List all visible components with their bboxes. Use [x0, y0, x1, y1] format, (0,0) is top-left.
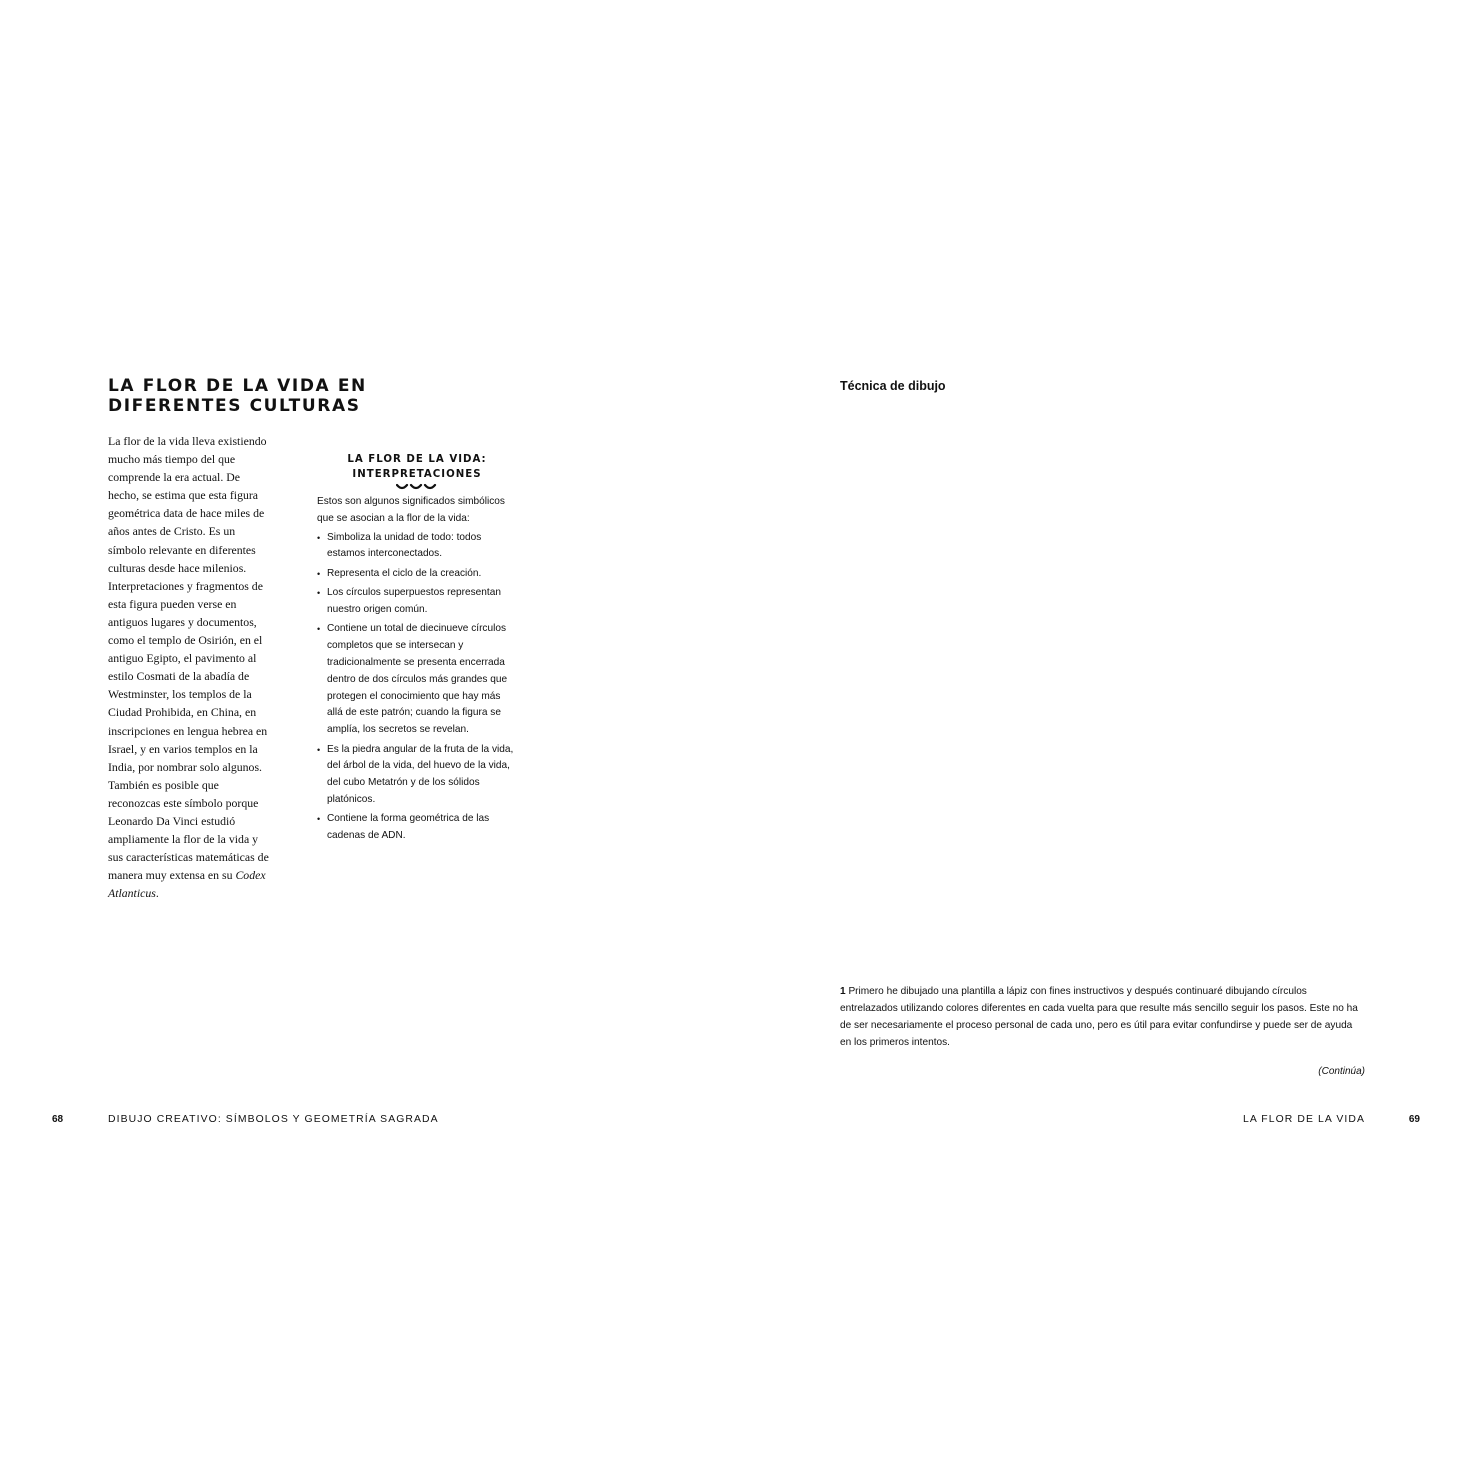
figure-caption [840, 984, 1365, 1052]
running-title-right: LA FLOR DE LA VIDA [1242, 1114, 1365, 1125]
wave-ornament-icon [396, 483, 438, 491]
list-item: • Los círculos superpuestos representan nuestro origen común. [317, 585, 517, 619]
body-paragraph [108, 432, 274, 902]
sidebar-intro: Estos son algunos significados simbólicos que se asocian a la flor de la vida: [317, 496, 505, 524]
body-text-end: . [155, 886, 159, 901]
list-item: • Representa el ciclo de la creación. [317, 566, 517, 583]
list-item: • Contiene un total de diecinueve círculos completos que se intersecan y tradicionalmente se presenta encerrada dentro de dos círculos más grandes que protegen el conocimiento que hay más allá de este patrón; cuando la figura se amplía, los secretos se revelan. [317, 621, 517, 739]
page-title: LA FLOR DE LA VIDA EN DIFERENTES CULTURAS [108, 376, 367, 416]
body-text-main: La flor de la vida lleva existiendo mucho más tiempo del que comprende la era actual. De hecho, se estima que esta figura geométrica data de hace miles de años antes de Cristo. Es un símbolo relevante en diferentes culturas desde hace milenios. Interpretaciones y fragmentos de esta figura pueden verse en antiguos lugares y documentos, como el templo de Osirión, en el antiguo Egipto, el pavimento al estilo Cosmati de la abadía de Westminster, los templos de la Ciudad Prohibida, en China, en inscripciones en lengua hebrea en Israel, y en varios templos en la India, por nombrar solo algunos. También es posible que reconozcas este símbolo porque Leonardo Da Vinci estudió ampliamente la flor de la vida y sus características matemáticas de manera muy extensa en su [108, 434, 269, 883]
list-item: • Contiene la forma geométrica de las cadenas de ADN. [317, 811, 517, 845]
list-item: • Simboliza la unidad de todo: todos estamos interconectados. [317, 530, 517, 564]
page-number-left: 68 [52, 1114, 64, 1125]
sidebar-box [317, 452, 517, 848]
page-number-right: 69 [1408, 1114, 1420, 1125]
sidebar-list [317, 530, 517, 845]
section-title: Técnica de dibujo [840, 379, 946, 393]
continues-note: (Continúa) [1318, 1066, 1365, 1077]
body-text-italic: Codex Atlanticus [108, 868, 266, 901]
caption-text: Primero he dibujado una plantilla a lápiz con fines instructivos y después continuaré dibujando círculos entrelazados utilizando colores diferentes en cada vuelta para que resulte más sencillo seguir los pasos. Este no ha de ser necesariamente el proceso personal de cada uno, pero es útil para evitar confundirse y puede ser de ayuda en los primeros intentos. [840, 986, 1358, 1048]
caption-number: 1 [840, 986, 846, 997]
list-item: • Es la piedra angular de la fruta de la vida, del árbol de la vida, del huevo de la vida, del cubo Metatrón y de los sólidos platónicos. [317, 742, 517, 809]
running-title-left: DIBUJO CREATIVO: SÍMBOLOS Y GEOMETRÍA SAGRADA [108, 1114, 439, 1125]
sidebar-title: LA FLOR DE LA VIDA: INTERPRETACIONES [347, 454, 487, 480]
